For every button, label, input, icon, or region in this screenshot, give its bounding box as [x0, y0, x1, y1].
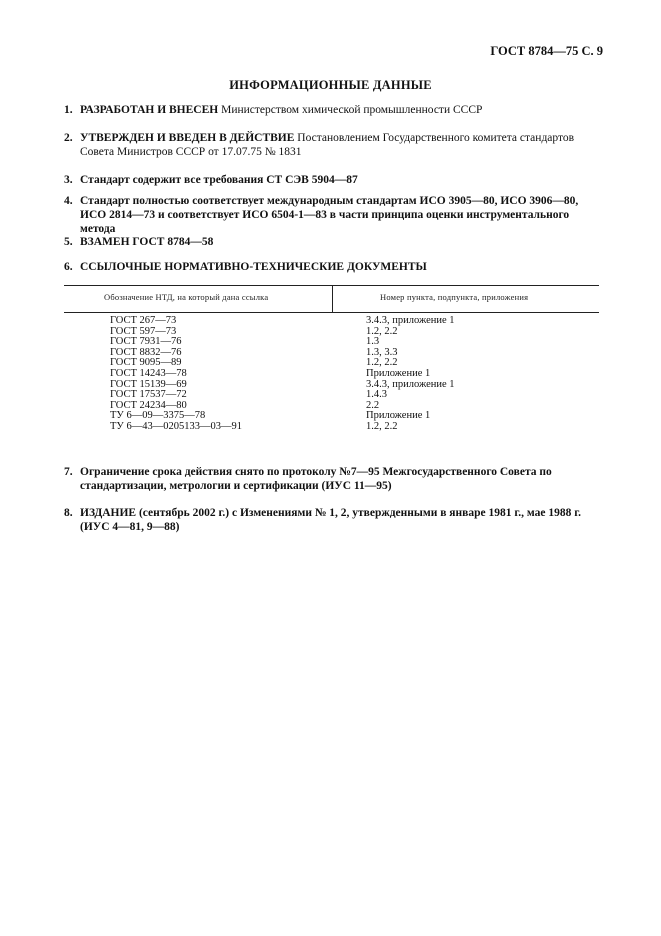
table-cell-ref: Приложение 1	[366, 367, 431, 379]
item-number: 1.	[64, 104, 73, 116]
table-cell-ref: 1.2, 2.2	[366, 357, 398, 369]
item-text: ВЗАМЕН ГОСТ 8784—58	[80, 236, 214, 248]
item-text: ССЫЛОЧНЫЕ НОРМАТИВНО-ТЕХНИЧЕСКИЕ ДОКУМЕНТЫ	[80, 261, 427, 273]
table-cell-doc: ГОСТ 597—73	[110, 325, 177, 337]
table-cell-doc: ГОСТ 14243—78	[110, 367, 187, 379]
table-cell-doc: ГОСТ 267—73	[110, 315, 177, 326]
table-cell-ref: 2.2	[366, 399, 380, 411]
table-cell-ref: 1.2, 2.2	[366, 325, 398, 337]
item-body	[80, 103, 604, 117]
item-text: Министерством химической промышленности СССР	[221, 104, 483, 116]
item-number: 5.	[64, 236, 73, 248]
item-number: 6.	[64, 261, 73, 273]
table-header-ref: Номер пункта, подпункта, приложения	[380, 292, 529, 302]
table-cell-ref: 1.2, 2.2	[366, 420, 398, 432]
table-cell-ref: Приложение 1	[366, 410, 431, 422]
item-text: Постановлением Государственного комитета стандартов Совета Министров СССР от 17.07.75 № 1831	[80, 132, 575, 158]
table-cell-doc: ГОСТ 15139—69	[110, 378, 187, 390]
table-doc-column	[110, 316, 242, 433]
table-cell-ref: 3.4.3, приложение 1	[366, 315, 455, 326]
table-cell-doc: ТУ 6—09—3375—78	[110, 410, 206, 422]
item-text: Стандарт содержит все требования СТ СЭВ 5904—87	[80, 174, 358, 186]
info-item-1	[64, 103, 604, 117]
table-cell-doc: ГОСТ 8832—76	[110, 346, 182, 358]
table-cell-doc: ГОСТ 7931—76	[110, 336, 182, 348]
table-cell-doc: ГОСТ 17537—72	[110, 389, 187, 401]
item-number: 2.	[64, 132, 73, 144]
item-text: Ограничение срока действия снято по протоколу №7—95 Межгосударственного Совета по стандартизации, метрологии и сертификации (ИУС 11—95)	[80, 466, 552, 492]
table-cell-ref: 3.4.3, приложение 1	[366, 378, 455, 390]
info-item-3	[64, 173, 604, 187]
item-number: 8.	[64, 507, 73, 519]
table-header-doc: Обозначение НТД, на который дана ссылка	[104, 292, 269, 302]
item-lead: УТВЕРЖДЕН И ВВЕДЕН В ДЕЙСТВИЕ	[80, 132, 295, 144]
table-column-divider	[332, 286, 333, 312]
info-item-5	[64, 235, 604, 249]
item-text: Стандарт полностью соответствует международным стандартам ИСО 3905—80, ИСО 3906—80, ИСО 2814—73 и соответствует ИСО 6504-1—83 в части принципа оценки инструментального метода	[80, 195, 579, 235]
info-item-8	[64, 506, 604, 534]
info-item-7	[64, 465, 604, 493]
info-item-2	[64, 131, 604, 159]
info-item-4	[64, 194, 604, 236]
page-header: ГОСТ 8784—75 С. 9	[490, 44, 603, 58]
item-text: ИЗДАНИЕ (сентябрь 2002 г.) с Изменениями № 1, 2, утвержденными в январе 1981 г., мае 1988 г. (ИУС 4—81, 9—88)	[80, 507, 582, 533]
item-lead: РАЗРАБОТАН И ВНЕСЕН	[80, 104, 219, 116]
table-cell-doc: ГОСТ 24234—80	[110, 399, 187, 411]
table-cell-ref: 1.4.3	[366, 389, 387, 401]
table-cell-ref: 1.3	[366, 336, 380, 348]
item-body	[80, 131, 604, 159]
page-title: ИНФОРМАЦИОННЫЕ ДАННЫЕ	[229, 78, 432, 92]
item-number: 3.	[64, 174, 73, 186]
info-item-6	[64, 260, 604, 274]
table-cell-doc: ГОСТ 9095—89	[110, 357, 182, 369]
table-cell-doc: ТУ 6—43—0205133—03—91	[110, 420, 242, 432]
item-number: 7.	[64, 466, 73, 478]
table-ref-column	[366, 316, 455, 433]
table-header-rule	[64, 312, 599, 313]
item-number: 4.	[64, 195, 73, 207]
table-cell-ref: 1.3, 3.3	[366, 346, 398, 358]
